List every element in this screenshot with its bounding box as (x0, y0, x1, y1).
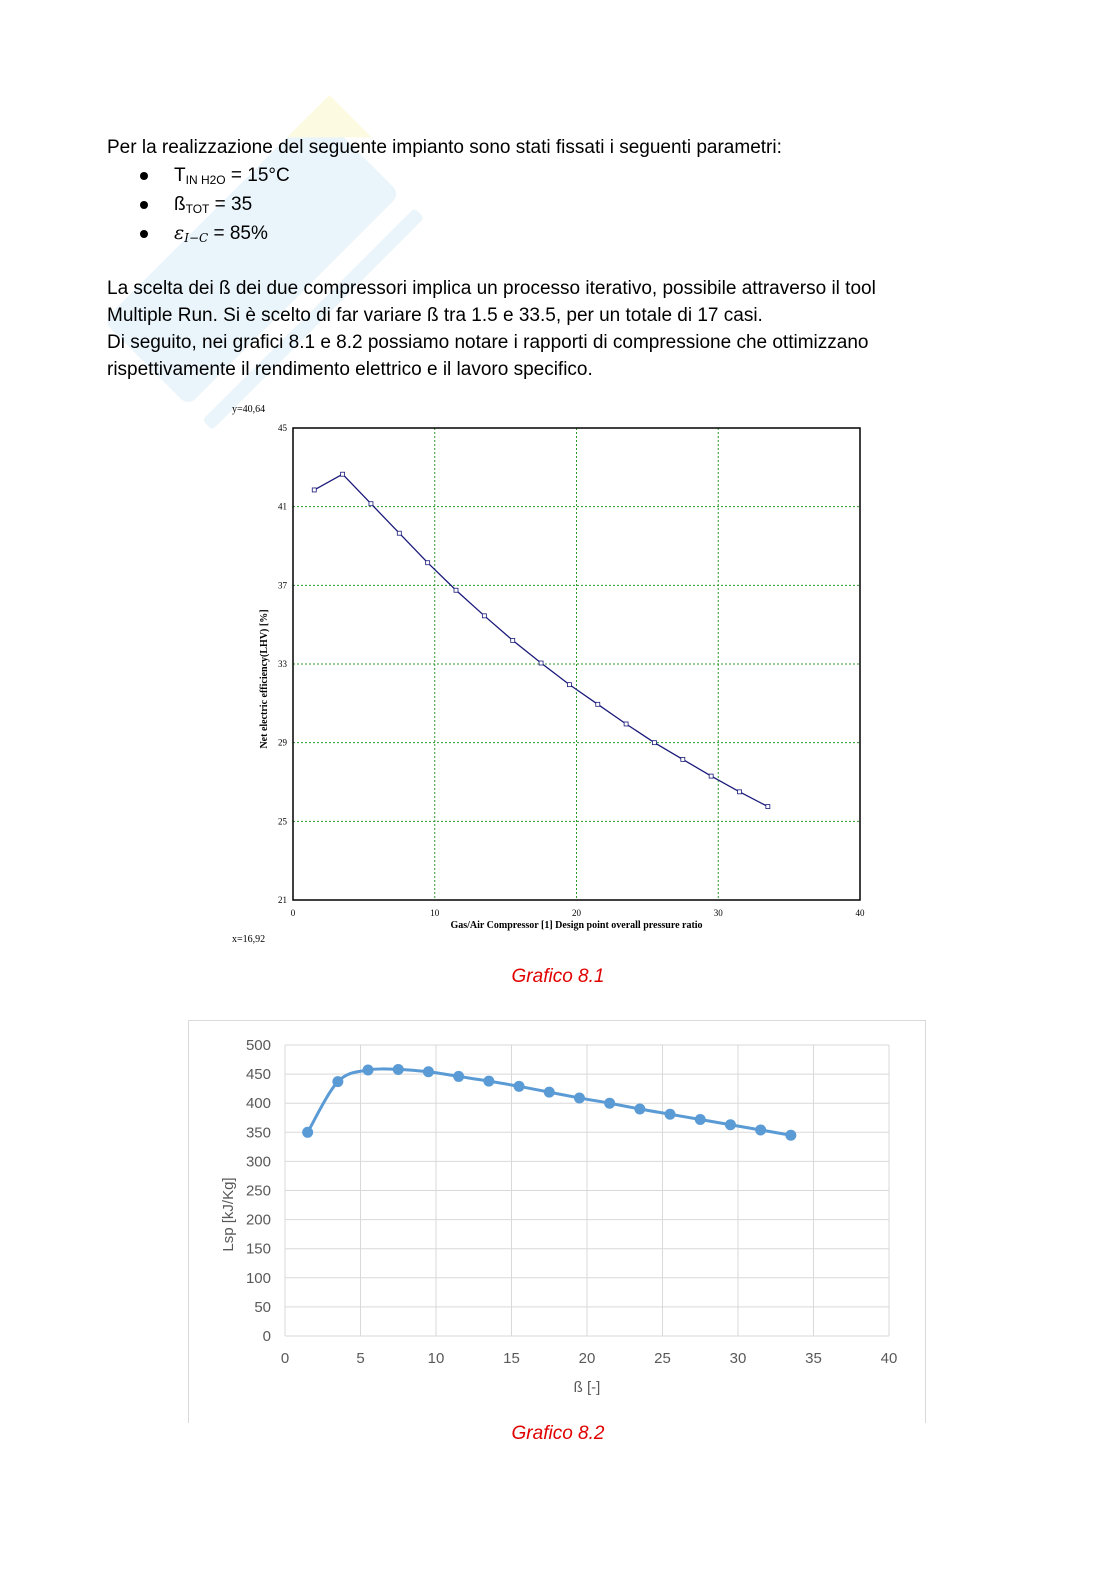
data-point (453, 1071, 464, 1082)
bullet-icon (140, 230, 148, 238)
data-point (604, 1098, 615, 1109)
chart-grid (285, 1045, 889, 1336)
x-tick-label: 10 (427, 1350, 445, 1367)
param-value: = 15°C (225, 165, 290, 186)
data-point (574, 1092, 585, 1103)
y-tick-label: 300 (245, 1153, 271, 1171)
series-line (308, 1069, 791, 1135)
y-tick-label: 50 (254, 1298, 271, 1316)
series-line (314, 474, 768, 806)
x-tick-label: 0 (280, 1350, 290, 1367)
data-point (341, 472, 345, 476)
param-subscript: TOT (185, 202, 210, 216)
data-point (302, 1127, 313, 1138)
data-point (785, 1130, 796, 1141)
series-markers (312, 472, 770, 808)
y-tick-label: 37 (278, 580, 287, 591)
param-subscript: I−C (184, 231, 209, 245)
param-subscript: IN H2O (185, 173, 226, 187)
x-axis-label: ß [-] (573, 1379, 601, 1396)
y-tick-label: 0 (262, 1328, 271, 1345)
y-tick-label: 100 (245, 1269, 271, 1287)
param-value: = 85% (208, 223, 268, 244)
bullet-icon (140, 201, 148, 209)
param-value: = 35 (209, 194, 253, 215)
data-point (426, 561, 430, 565)
y-axis-label: Net electric efficiency(LHV) [%] (259, 609, 270, 749)
data-point (393, 1064, 404, 1075)
y-tick-label: 500 (245, 1037, 271, 1054)
paragraph-line: La scelta dei ß dei due compressori implica un processo iterativo, possibile attraverso il tool (107, 278, 876, 299)
caption-grafico-8-1: Grafico 8.1 (511, 966, 605, 987)
data-point (483, 1076, 494, 1087)
caption-grafico-8-2: Grafico 8.2 (511, 1423, 605, 1444)
data-point (652, 741, 656, 745)
y-tick-label: 21 (278, 895, 287, 905)
data-point (725, 1119, 736, 1130)
data-point (681, 757, 685, 761)
specific-work-chart (188, 1020, 924, 1422)
tick-labels (278, 423, 865, 918)
y-tick-label: 45 (278, 423, 287, 433)
x-tick-label: 15 (503, 1350, 520, 1367)
x-tick-label: 30 (729, 1350, 747, 1367)
data-point (695, 1114, 706, 1125)
y-tick-label: 350 (245, 1124, 271, 1142)
data-point (738, 790, 742, 794)
body-paragraph (107, 275, 987, 383)
x-tick-label: 25 (654, 1350, 671, 1367)
data-point (596, 702, 600, 706)
data-point (369, 502, 373, 506)
data-point (454, 588, 458, 592)
list-item (140, 161, 290, 190)
data-point (423, 1066, 434, 1077)
x-tick-label: 40 (880, 1350, 898, 1367)
data-point (514, 1081, 525, 1092)
x-axis-label: Gas/Air Compressor [1] Design point overall pressure ratio (450, 920, 703, 931)
cursor-x-readout: x=16,92 (232, 934, 266, 945)
x-tick-label: 40 (855, 908, 865, 918)
param-symbol: ß (174, 194, 186, 215)
efficiency-chart (220, 395, 880, 955)
data-point (482, 614, 486, 618)
parameter-list (140, 161, 290, 248)
x-tick-label: 20 (578, 1350, 596, 1367)
paragraph-line: rispettivamente il rendimento elettrico e il lavoro specifico. (107, 359, 593, 380)
data-point (665, 1109, 676, 1120)
y-tick-label: 250 (245, 1182, 271, 1200)
x-tick-label: 10 (430, 908, 440, 918)
x-tick-label: 20 (572, 908, 581, 918)
y-axis-label: Lsp [kJ/Kg] (220, 1177, 237, 1252)
paragraph-line: Multiple Run. Si è scelto di far variare ß tra 1.5 e 33.5, per un totale di 17 casi. (107, 305, 763, 326)
y-tick-label: 29 (278, 737, 287, 748)
data-point (397, 531, 401, 535)
series-markers (302, 1064, 796, 1141)
list-item (140, 190, 290, 219)
y-tick-label: 400 (245, 1095, 271, 1113)
y-tick-label: 33 (278, 659, 287, 669)
param-symbol: T (174, 165, 186, 186)
list-item (140, 219, 290, 248)
bullet-icon (140, 172, 148, 180)
data-point (544, 1087, 555, 1098)
data-point (511, 638, 515, 642)
x-tick-label: 0 (290, 908, 296, 918)
x-tick-label: 5 (356, 1350, 365, 1367)
tick-labels (246, 1037, 897, 1367)
chart-grid (293, 428, 860, 900)
y-tick-label: 150 (245, 1240, 271, 1258)
x-tick-label: 35 (805, 1350, 822, 1367)
data-point (624, 722, 628, 726)
data-point (634, 1104, 645, 1115)
paragraph-line: Di seguito, nei grafici 8.1 e 8.2 possiamo notare i rapporti di compressione che ottimizzano (107, 332, 869, 353)
y-tick-label: 200 (245, 1211, 271, 1229)
data-point (709, 774, 713, 778)
param-symbol: ε (174, 222, 185, 244)
y-tick-label: 41 (278, 501, 287, 512)
data-point (766, 805, 770, 809)
data-point (363, 1065, 374, 1076)
data-point (312, 488, 316, 492)
y-tick-label: 450 (245, 1066, 271, 1084)
data-point (332, 1076, 343, 1087)
cursor-y-readout: y=40,64 (232, 404, 266, 415)
x-tick-label: 30 (713, 908, 723, 918)
data-point (539, 661, 543, 665)
intro-paragraph: Per la realizzazione del seguente impianto sono stati fissati i seguenti parametri: (107, 137, 782, 158)
data-point (567, 683, 571, 687)
data-point (755, 1124, 766, 1135)
y-tick-label: 25 (278, 816, 287, 827)
